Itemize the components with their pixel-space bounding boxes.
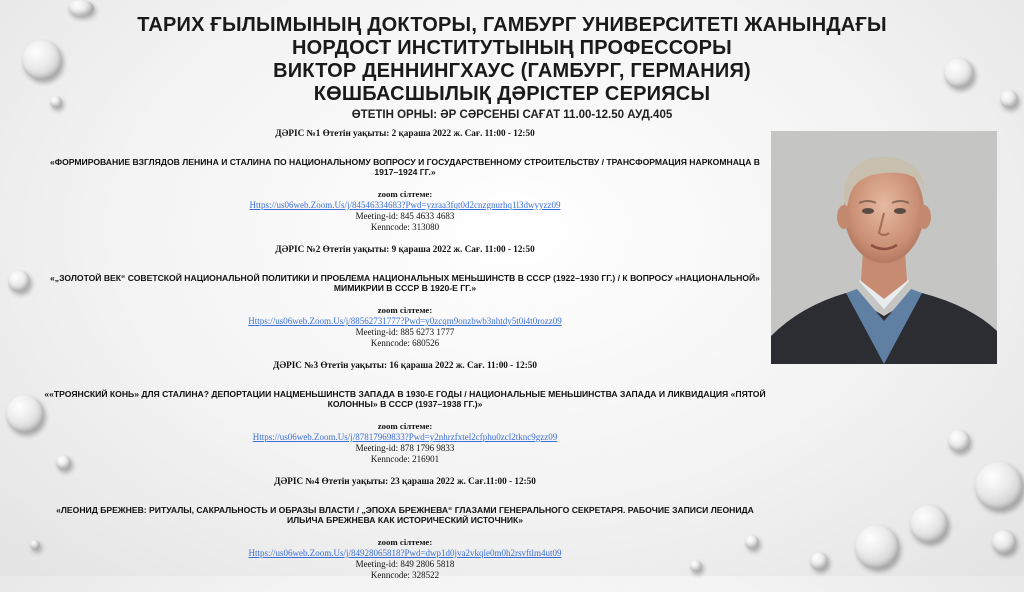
zoom-label: zoom сілтеме: <box>377 305 433 315</box>
meeting-id: Meeting-id: 885 6273 1777 <box>355 327 455 337</box>
lecture-item <box>40 244 770 349</box>
title-line-4: КӨШБАСШЫЛЫҚ ДӘРІСТЕР СЕРИЯСЫ <box>313 83 711 105</box>
lecture-date: ДӘРІС №3 Өтетін уақыты: 16 қараша 2022 ж. Сағ. 11:00 - 12:50 <box>273 360 537 370</box>
water-droplet-decoration <box>948 430 970 452</box>
lecture-topic: «„ЗОЛОТОЙ ВЕК“ СОВЕТСКОЙ НАЦИОНАЛЬНОЙ ПОЛИТИКИ И ПРОБЛЕМА НАЦИОНАЛЬНЫХ МЕНЬШИНСТВ В СССР (1922–1930 ГГ.) / К ВОПРОСУ «НАЦИОНАЛЬНОЙ» МИМИКРИИ В СССР В 1920-Е ГГ.» <box>50 273 760 293</box>
venue-info: ӨТЕТІН ОРНЫ: ӘР СӘРСЕНБІ САҒАТ 11.00-12.50 АУД.405 <box>351 109 673 121</box>
meeting-id: Meeting-id: 845 4633 4683 <box>355 211 455 221</box>
zoom-label: zoom сілтеме: <box>377 421 433 431</box>
kenncode: Kenncode: 680526 <box>370 338 440 348</box>
meeting-id: Meeting-id: 849 2806 5818 <box>355 559 455 569</box>
speaker-portrait-illustration <box>771 131 997 364</box>
water-droplet-decoration <box>910 505 948 543</box>
lecture-topic: «ЛЕОНИД БРЕЖНЕВ: РИТУАЛЫ, САКРАЛЬНОСТЬ И ОБРАЗЫ ВЛАСТИ / „ЭПОХА БРЕЖНЕВА“ ГЛАЗАМИ ГЕНЕРАЛЬНОГО СЕКРЕТАРЯ. РАБОЧИЕ ЗАПИСИ ЛЕОНИДА ИЛЬИЧА БРЕЖНЕВА КАК ИСТОРИЧЕСКИЙ ИСТОЧНИК» <box>56 505 754 525</box>
zoom-link[interactable]: Https://us06web.Zoom.Us/j/87817969833?Pwd=y2nhrzfxtel2cfphu0zcl2tknc9gzz09 <box>252 432 558 442</box>
title-line-2: НОРДОСТ ИНСТИТУТЫНЫҢ ПРОФЕССОРЫ <box>292 37 732 59</box>
lecture-date: ДӘРІС №2 Өтетін уақыты: 9 қараша 2022 ж. Сағ. 11:00 - 12:50 <box>275 244 535 254</box>
title-line-1: ТАРИХ ҒЫЛЫМЫНЫҢ ДОКТОРЫ, ГАМБУРГ УНИВЕРСИТЕТІ ЖАНЫНДАҒЫ <box>137 14 887 36</box>
zoom-link[interactable]: Https://us06web.Zoom.Us/j/84928065818?Pwd=dwp1d0jva2vkqle0m0h2rsvftlm4ut09 <box>248 548 562 558</box>
water-droplet-decoration <box>975 462 1023 510</box>
lecture-list <box>40 128 770 592</box>
lecture-item <box>40 360 770 465</box>
lecture-date: ДӘРІС №4 Өтетін уақыты: 23 қараша 2022 ж. Сағ.11:00 - 12:50 <box>274 476 536 486</box>
lecture-topic: «ФОРМИРОВАНИЕ ВЗГЛЯДОВ ЛЕНИНА И СТАЛИНА ПО НАЦИОНАЛЬНОМУ ВОПРОСУ И ГОСУДАРСТВЕННОМУ СТРОИТЕЛЬСТВУ / ТРАНСФОРМАЦИЯ НАРКОМНАЦА В 1917–1924 ГГ.» <box>49 157 761 177</box>
title-block <box>0 14 1024 121</box>
kenncode: Kenncode: 328522 <box>370 570 440 580</box>
water-droplet-decoration <box>855 525 899 569</box>
zoom-label: zoom сілтеме: <box>377 537 433 547</box>
water-droplet-decoration <box>30 540 40 550</box>
water-droplet-decoration <box>6 395 44 433</box>
zoom-link[interactable]: Https://us06web.Zoom.Us/j/84546334683?Pwd=yzraa3fqt0d2cnzgnurhq1l3dwyyzz09 <box>249 200 561 210</box>
title-line-3: ВИКТОР ДЕННИНГХАУС (ГАМБУРГ, ГЕРМАНИЯ) <box>273 60 751 82</box>
kenncode: Kenncode: 216901 <box>370 454 440 464</box>
speaker-photo <box>771 131 997 364</box>
kenncode: Kenncode: 313080 <box>370 222 440 232</box>
lecture-item <box>40 476 770 581</box>
water-droplet-decoration <box>810 552 828 570</box>
zoom-link[interactable]: Https://us06web.Zoom.Us/j/88562731777?Pwd=y0zcqm9onzbwb3nhtdy5t0i4t0rozz09 <box>248 316 562 326</box>
water-droplet-decoration <box>8 270 30 292</box>
lecture-item <box>40 128 770 233</box>
water-droplet-decoration <box>992 530 1016 554</box>
meeting-id: Meeting-id: 878 1796 9833 <box>355 443 455 453</box>
zoom-label: zoom сілтеме: <box>377 189 433 199</box>
lecture-topic: ««ТРОЯНСКИЙ КОНЬ» ДЛЯ СТАЛИНА? ДЕПОРТАЦИИ НАЦМЕНЬШИНСТВ ЗАПАДА В 1930-Е ГОДЫ / НАЦИОНАЛЬНЫЕ МЕНЬШИНСТВА ЗАПАДА И ЛИКВИДАЦИЯ «ПЯТОЙ КОЛОННЫ» В СССР (1937–1938 ГГ.)» <box>44 389 766 409</box>
lecture-date: ДӘРІС №1 Өтетін уақыты: 2 қараша 2022 ж. Сағ. 11:00 - 12:50 <box>275 128 535 138</box>
